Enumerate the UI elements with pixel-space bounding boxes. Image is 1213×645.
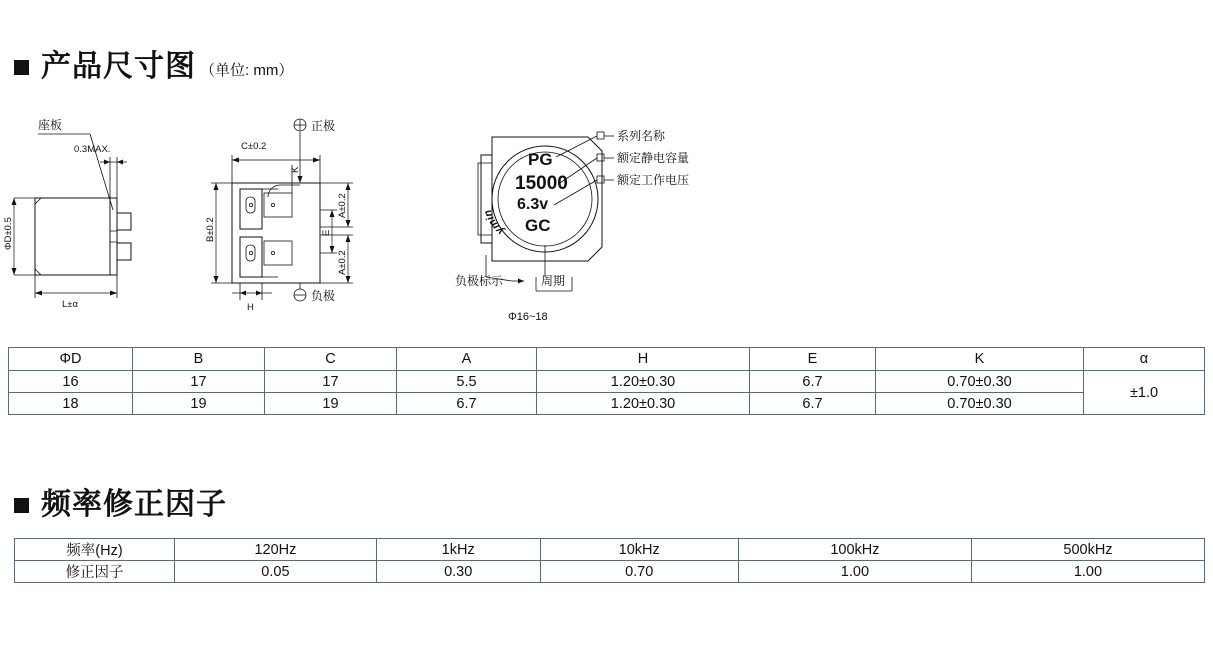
cell-e: 6.7 (750, 393, 876, 415)
cell-frequency: 120Hz (175, 539, 377, 561)
frequency-correction-table (14, 538, 1205, 583)
row-header-factor: 修正因子 (15, 561, 175, 583)
cell-factor: 1.00 (738, 561, 971, 583)
drawing-svg (0, 105, 1213, 335)
side-view-drawing (3, 117, 131, 310)
callout-negative-mark: 负极标示 (455, 274, 504, 288)
label-positive-pole: 正极 (311, 119, 336, 133)
square-bullet-icon (14, 498, 29, 513)
label-a-dim-top: A±0.2 (337, 193, 348, 218)
label-a-dim-bottom: A±0.2 (337, 250, 348, 275)
cell-e: 6.7 (750, 371, 876, 393)
product-dimension-drawings (0, 105, 1213, 335)
cell-a: 6.7 (397, 393, 537, 415)
table-row (9, 393, 1205, 415)
label-b-dim: B±0.2 (205, 217, 216, 242)
cell-frequency: 10kHz (540, 539, 738, 561)
callout-capacitance: 额定静电容量 (617, 151, 690, 165)
label-negative-pole: 负极 (311, 289, 336, 303)
callout-series-name: 系列名称 (617, 129, 666, 143)
col-header-a: A (397, 348, 537, 371)
brand-text: ymin (481, 208, 507, 238)
label-diameter-d: ΦD±0.5 (3, 217, 14, 250)
section-title: 产品尺寸图 (41, 50, 196, 83)
cell-b: 17 (133, 371, 265, 393)
row-header-frequency: 频率(Hz) (15, 539, 175, 561)
label-length-l: L±α (62, 299, 78, 310)
label-k-dim: K (290, 166, 301, 173)
cell-frequency: 1kHz (376, 539, 540, 561)
label-h-dim: H (247, 302, 254, 313)
cell-b: 19 (133, 393, 265, 415)
table-header-row (9, 348, 1205, 371)
section-title: 频率修正因子 (41, 488, 227, 521)
label-thickness: 0.3MAX. (74, 144, 111, 155)
polarity-plus-symbol (294, 119, 306, 131)
col-header-c: C (265, 348, 397, 371)
col-header-h: H (537, 348, 750, 371)
label-seat-plate: 座板 (38, 118, 63, 132)
table-row (9, 371, 1205, 393)
cell-k: 0.70±0.30 (876, 371, 1084, 393)
label-e-dim: E (321, 229, 332, 236)
cap-print-voltage: 6.3v (517, 196, 549, 213)
top-view-caption: Φ16~18 (508, 311, 548, 323)
col-header-e: E (750, 348, 876, 371)
top-view-drawing (455, 128, 689, 323)
cell-c: 17 (265, 371, 397, 393)
col-header-b: B (133, 348, 265, 371)
section-heading-dimensions (14, 52, 293, 82)
cell-h: 1.20±0.30 (537, 371, 750, 393)
label-c-dim: C±0.2 (241, 141, 267, 152)
polarity-minus-symbol (294, 289, 306, 301)
table-row (15, 561, 1205, 583)
cell-factor: 1.00 (971, 561, 1204, 583)
cell-k: 0.70±0.30 (876, 393, 1084, 415)
cell-alpha: ±1.0 (1084, 371, 1205, 415)
cell-phid: 16 (9, 371, 133, 393)
cell-a: 5.5 (397, 371, 537, 393)
table-row (15, 539, 1205, 561)
col-header-phid: ΦD (9, 348, 133, 371)
section-heading-frequency (14, 490, 227, 520)
cell-factor: 0.70 (540, 561, 738, 583)
bottom-view-drawing (205, 118, 353, 313)
cell-h: 1.20±0.30 (537, 393, 750, 415)
cell-frequency: 100kHz (738, 539, 971, 561)
cap-print-series: PG (528, 150, 553, 169)
cap-print-capacitance: 15000 (515, 173, 568, 194)
col-header-k: K (876, 348, 1084, 371)
cell-factor: 0.05 (175, 561, 377, 583)
cell-c: 19 (265, 393, 397, 415)
cap-print-period: GC (525, 216, 551, 235)
cell-phid: 18 (9, 393, 133, 415)
section-unit-note: （单位: mm） (200, 62, 294, 79)
cell-frequency: 500kHz (971, 539, 1204, 561)
callout-voltage: 额定工作电压 (617, 173, 690, 187)
square-bullet-icon (14, 60, 29, 75)
cell-factor: 0.30 (376, 561, 540, 583)
dimension-table (8, 347, 1205, 415)
col-header-alpha: α (1084, 348, 1205, 371)
callout-period: 周期 (541, 274, 566, 288)
